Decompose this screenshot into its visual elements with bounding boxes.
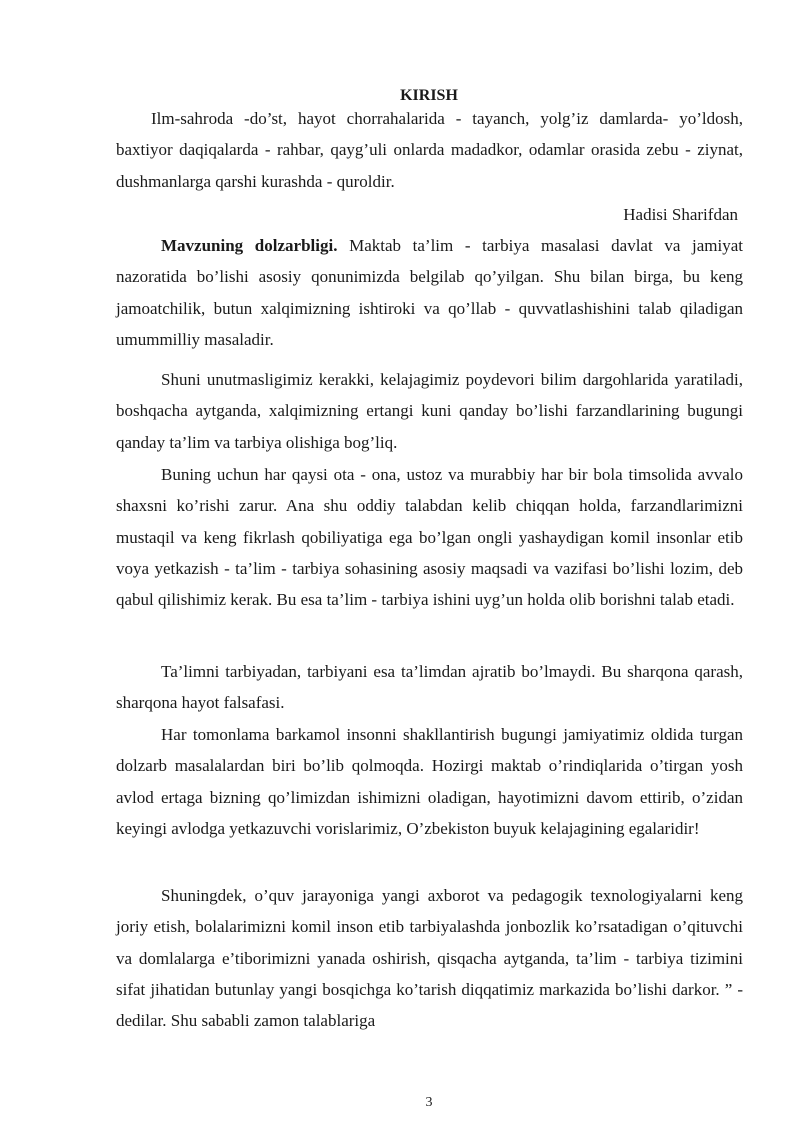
paragraph-lead: Mavzuning dolzarbligi. bbox=[161, 236, 338, 255]
page-title: KIRISH bbox=[400, 87, 458, 104]
epigraph-text: Ilm-sahroda -do’st, hayot chorrahalarida - tayanch, yolg’iz damlarda- yo’ldosh, baxtiyor daqiqalarda - rahbar, qayg’uli onlarda madadkor, odamlar orasida zebu - ziynat, dushmanlarga qarshi kurashda - quroldir. bbox=[116, 109, 743, 191]
paragraph: Shuningdek, o’quv jarayoniga yangi axborot va pedagogik texnologiyalarni keng joriy etish, bolalarimizni komil inson etib tarbiyalashda jonbozlik ko’rsatadigan o’qituvchi va domlalarga e’tiborimizni yanada oshirish, qisqacha aytganda, ta’lim - tarbiya tizimini sifat jihatidan butunlay yangi bosqichga ko’tarish diqqatimiz markazida bo’lishi darkor. ” - dedilar. Shu sababli zamon talablariga bbox=[116, 886, 743, 1031]
paragraph: Har tomonlama barkamol insonni shakllantirish bugungi jamiyatimiz oldida turgan dolzarb masalalardan biri bo’lib qolmoqda. Hozirgi maktab o’rindiqlarida o’tirgan yosh avlod ertaga bizning qo’limizdan ishimizni oladigan, hayotimizni davom ettirib, o’zidan keyingi avlodga yetkazuvchi vorislarimiz, O’zbekiston buyuk kelajagining egalaridir! bbox=[116, 725, 743, 838]
paragraph: Ta’limni tarbiyadan, tarbiyani esa ta’limdan ajratib bo’lmaydi. Bu sharqona qarash, sharqona hayot falsafasi. bbox=[116, 662, 743, 713]
paragraph: Shuni unutmasligimiz kerakki, kelajagimiz poydevori bilim dargohlarida yaratiladi, boshqacha aytganda, xalqimizning ertangi kuni qanday bo’lishi farzandlarining bugungi qanday ta’lim va tarbiya olishiga bog’liq. bbox=[116, 370, 743, 452]
paragraph-relevance bbox=[116, 230, 743, 355]
page-number: 3 bbox=[425, 1095, 433, 1110]
paragraph-text: Maktab ta’lim - tarbiya masalasi davlat va jamiyat nazoratida bo’lishi asosiy qonunimizda belgilab qo’yilgan. Shu bilan birga, bu keng jamoatchilik, butun xalqimizning ishtiroki va qo’llab - quvvatlashishini talab qiladigan umummilliy masaladir. bbox=[116, 236, 743, 349]
paragraph: Buning uchun har qaysi ota - ona, ustoz va murabbiy har bir bola timsolida avvalo shaxsni ko’rishi zarur. Ana shu oddiy talabdan kelib chiqqan holda, farzandlarimizni mustaqil va keng fikrlash qobiliyatiga ega bo’lgan ongli yashaydigan komil insonlar etib voya yetkazish - ta’lim - tarbiya sohasining asosiy maqsadi va vazifasi bo’lishi lozim, deb qabul qilishimiz kerak. Bu esa ta’lim - tarbiya ishini uyg’un holda olib borishni talab etadi. bbox=[116, 465, 743, 610]
epigraph-attribution: Hadisi Sharifdan bbox=[623, 205, 738, 224]
